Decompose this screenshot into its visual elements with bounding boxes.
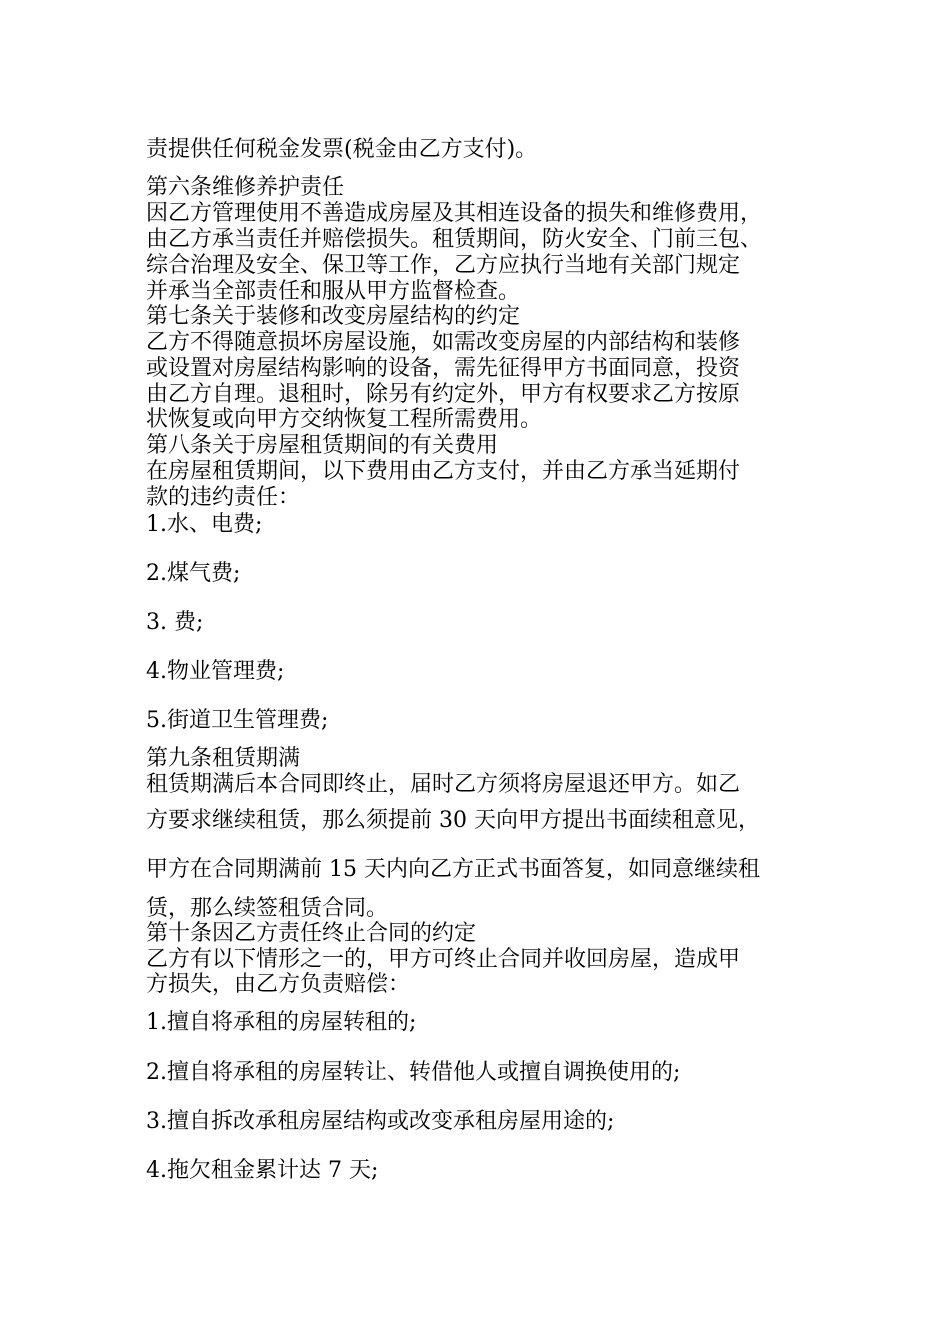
section-heading-8: 第八条关于房屋租赁期间的有关费用 [146,433,499,458]
list-item: 2.煤气费; [146,561,241,586]
text-line: 赁，那么续签租赁合同。 [146,896,389,921]
list-item: 5.街道卫生管理费; [146,708,329,733]
text-line: 由乙方自理。退租时，除另有约定外，甲方有权要求乙方按原 [146,382,741,407]
text-line: 状恢复或向甲方交纳恢复工程所需费用。 [146,407,543,432]
list-item: 2.擅自将承租的房屋转让、转借他人或擅自调换使用的; [146,1060,681,1085]
text-line: 款的违约责任： [146,485,301,510]
section-heading-7: 第七条关于装修和改变房屋结构的约定 [146,304,521,329]
list-item: 1.擅自将承租的房屋转租的; [146,1010,417,1035]
text-line: 乙方不得随意损坏房屋设施，如需改变房屋的内部结构和装修 [146,330,741,355]
text-line: 责提供任何税金发票(税金由乙方支付)。 [146,137,538,162]
text-line: 并承当全部责任和服从甲方监督检查。 [146,279,521,304]
list-item: 4.拖欠租金累计达 7 天; [146,1158,379,1183]
text-line: 方损失，由乙方负责赔偿： [146,972,411,997]
text-line: 方要求继续租赁，那么须提前 30 天向甲方提出书面续租意见， [146,808,760,833]
section-heading-6: 第六条维修养护责任 [146,175,345,200]
text-line: 因乙方管理使用不善造成房屋及其相连设备的损失和维修费用， [146,201,763,226]
text-line: 综合治理及安全、保卫等工作，乙方应执行当地有关部门规定 [146,253,741,278]
text-line: 租赁期满后本合同即终止，届时乙方须将房屋退还甲方。如乙 [146,772,741,797]
list-item: 4.物业管理费; [146,659,285,684]
text-line: 在房屋租赁期间，以下费用由乙方支付，并由乙方承当延期付 [146,459,741,484]
list-item: 3.擅自拆改承租房屋结构或改变承租房屋用途的; [146,1109,615,1134]
text-line: 乙方有以下情形之一的，甲方可终止合同并收回房屋，造成甲 [146,947,741,972]
text-line: 或设置对房屋结构影响的设备，需先征得甲方书面同意，投资 [146,356,741,381]
list-item: 3. 费; [146,610,204,635]
list-item: 1.水、电费; [146,512,263,537]
section-heading-10: 第十条因乙方责任终止合同的约定 [146,921,477,946]
section-heading-9: 第九条租赁期满 [146,746,301,771]
text-line: 甲方在合同期满前 15 天内向乙方正式书面答复，如同意继续租 [146,857,760,882]
text-line: 由乙方承当责任并赔偿损失。租赁期间，防火安全、门前三包、 [146,227,763,252]
